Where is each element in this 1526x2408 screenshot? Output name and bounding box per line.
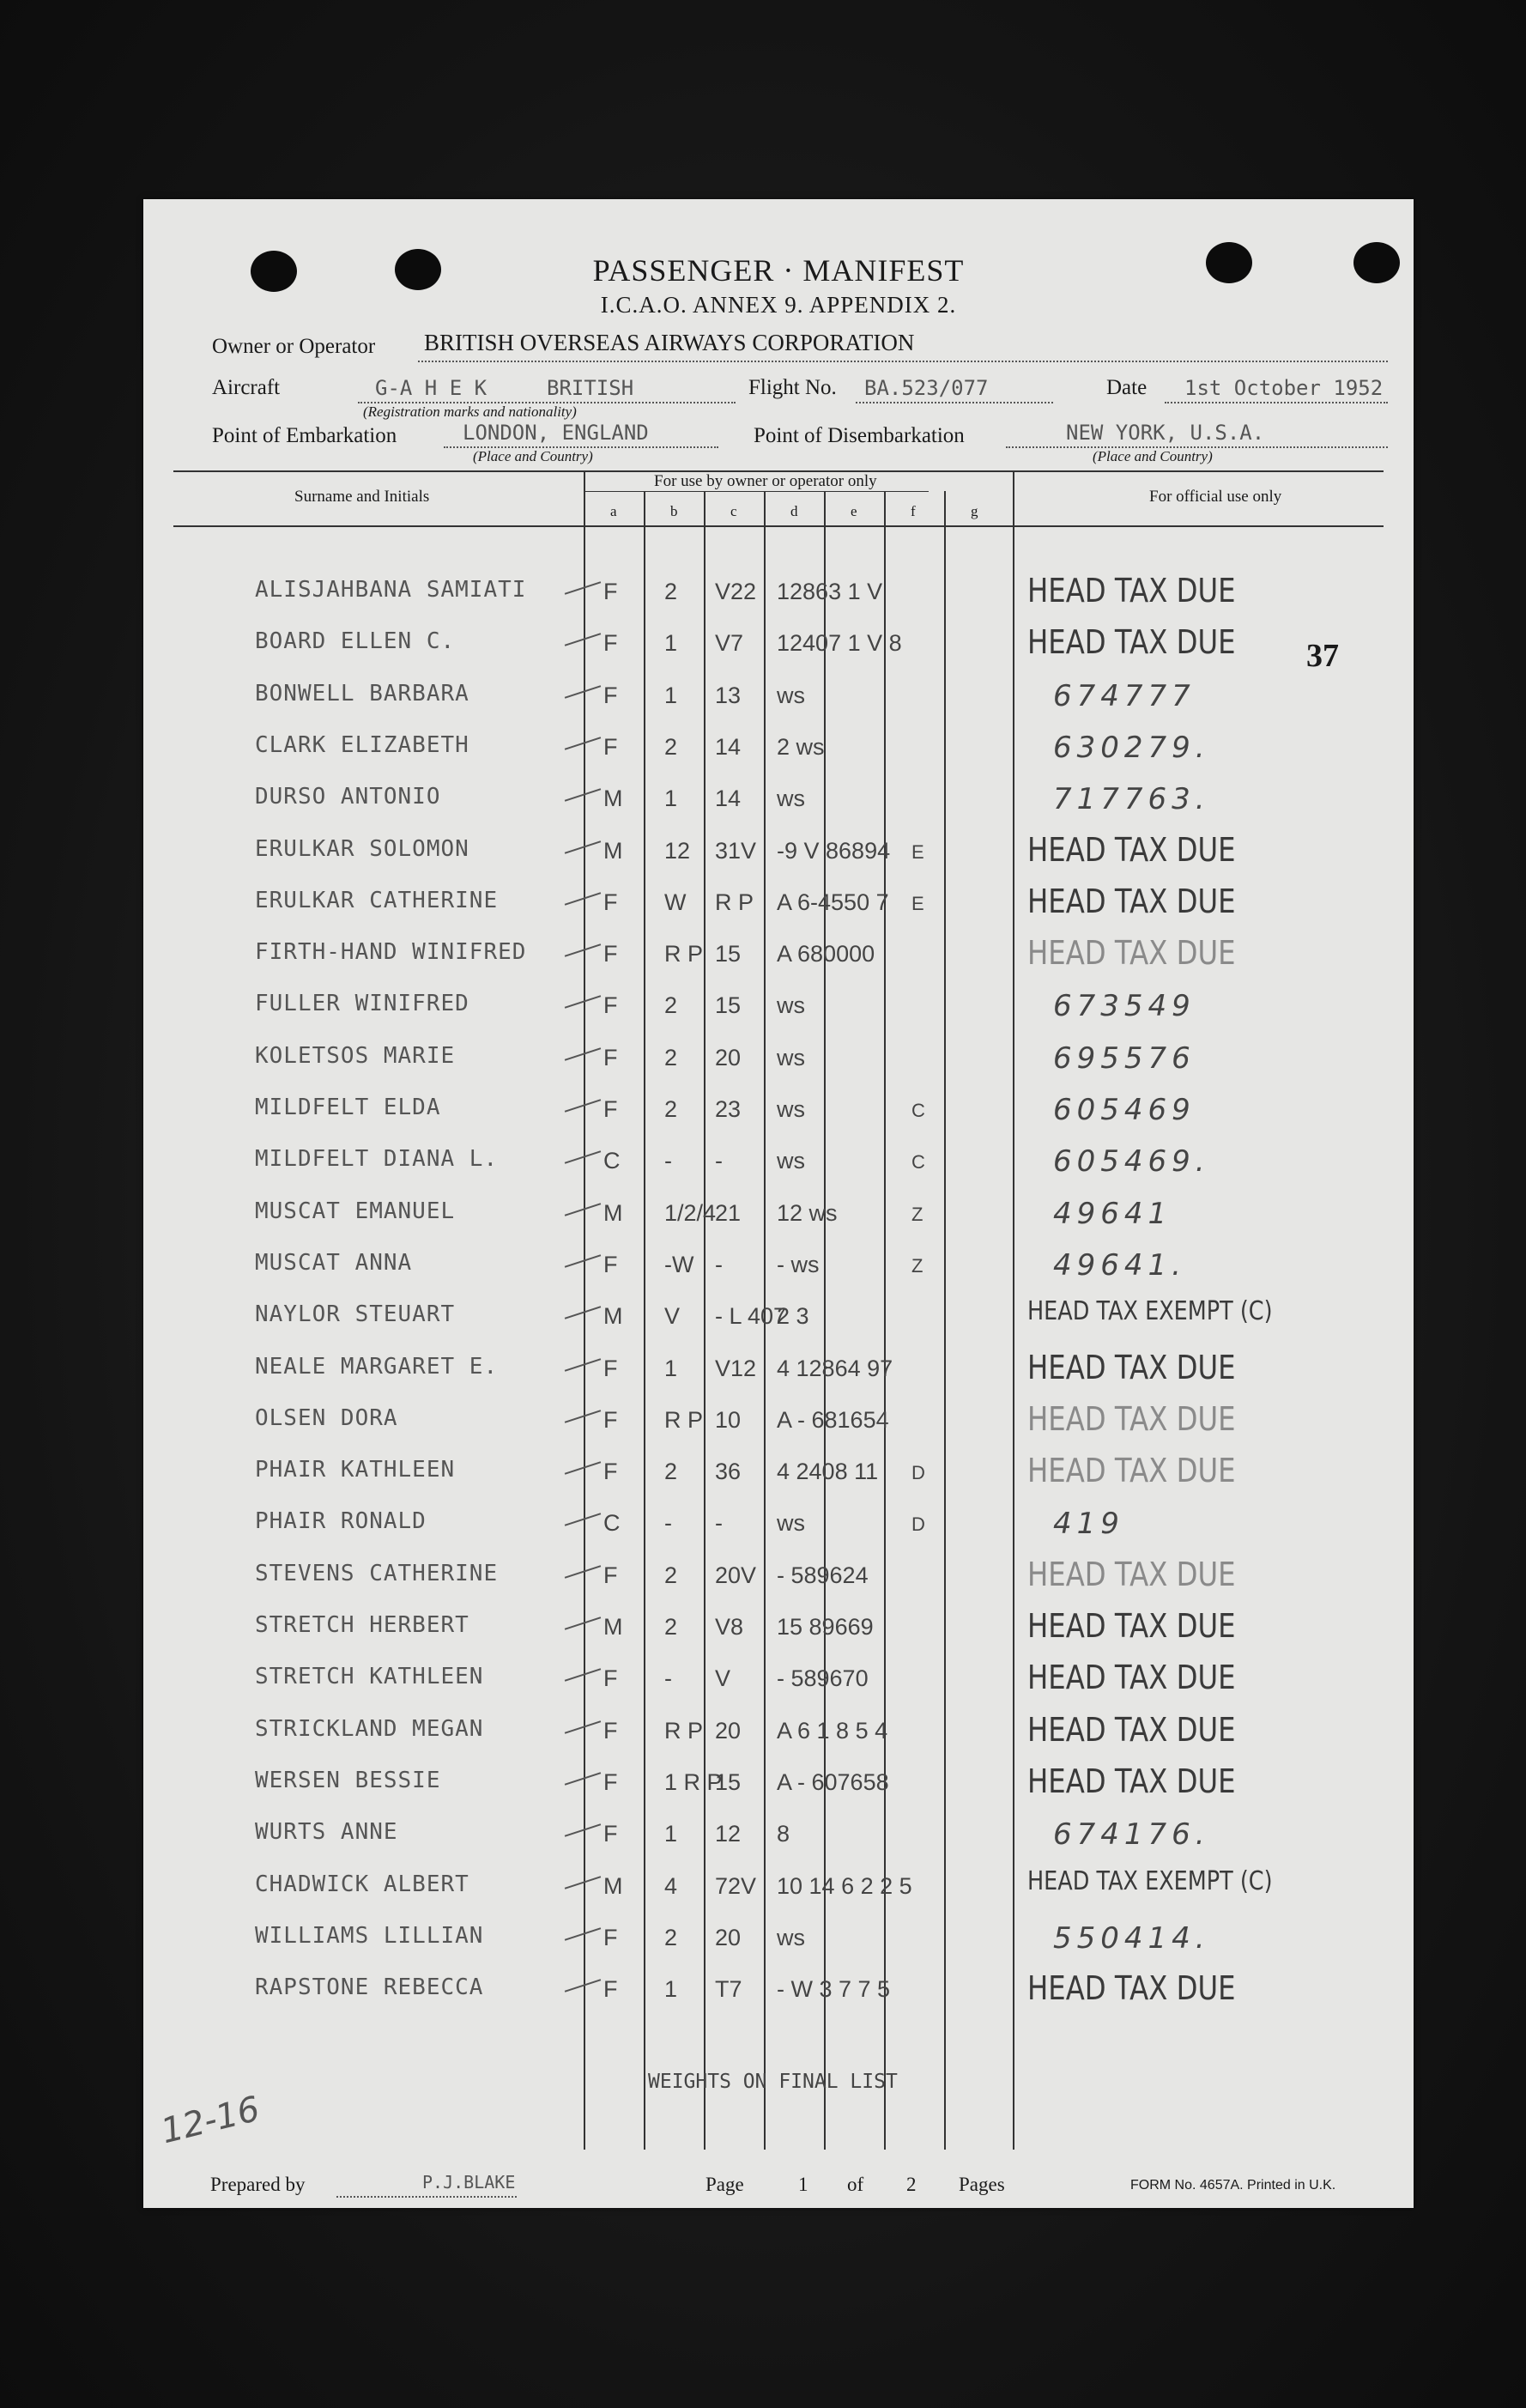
col-c-value: 20 xyxy=(715,1044,742,1071)
aircraft-value: G-A H E K xyxy=(375,376,487,400)
passenger-name: BONWELL BARBARA xyxy=(255,680,469,707)
col-b-value: 2 xyxy=(664,992,678,1019)
col-d-value: A - 681654 xyxy=(777,1406,889,1433)
passenger-name: NAYLOR STEUART xyxy=(255,1301,456,1328)
col-d-value: -9 V 86894 xyxy=(777,837,891,864)
official-use-entry: HEAD TAX DUE xyxy=(1027,1452,1236,1490)
col-a-sex: M xyxy=(603,1872,623,1899)
official-use-entry: HEAD TAX EXEMPT (C) xyxy=(1027,1865,1273,1896)
col-c-value: 15 xyxy=(715,1768,742,1795)
col-d-value: 4 12864 97 xyxy=(777,1355,893,1381)
aircraft-label: Aircraft xyxy=(212,376,281,399)
passenger-row xyxy=(143,830,1414,888)
col-b-value: 2 xyxy=(664,1459,678,1485)
col-a-sex: F xyxy=(603,1251,618,1277)
col-letter-g: g xyxy=(971,503,978,519)
col-b-value: 1 xyxy=(664,1976,678,2003)
date-underline xyxy=(1165,402,1388,403)
col-a-sex: F xyxy=(603,1821,618,1847)
col-b-value: 12 xyxy=(664,837,691,864)
aircraft-subtext: (Registration marks and nationality) xyxy=(363,403,577,420)
passenger-row xyxy=(143,1095,1414,1146)
col-b-value: 1 R P xyxy=(664,1768,723,1795)
official-use-entry: HEAD TAX DUE xyxy=(1027,623,1236,662)
passenger-row xyxy=(143,1399,1414,1457)
passenger-name: WERSEN BESSIE xyxy=(255,1767,441,1793)
passenger-row xyxy=(143,934,1414,991)
check-mark xyxy=(565,1565,601,1578)
col-d-value: ws xyxy=(777,1924,805,1950)
passenger-row xyxy=(143,1710,1414,1768)
col-c-value: V7 xyxy=(715,630,744,657)
official-use-entry: HEAD TAX DUE xyxy=(1027,1762,1236,1800)
owner-use-header: For use by owner or operator only xyxy=(654,472,877,490)
check-mark xyxy=(565,1669,601,1682)
col-d-value: 2 ws xyxy=(777,733,825,760)
check-mark xyxy=(565,634,601,646)
col-c-value: 14 xyxy=(715,785,742,812)
check-mark xyxy=(565,1203,601,1216)
col-b-value: R P xyxy=(664,941,704,967)
col-c-value: 13 xyxy=(715,682,742,708)
col-d-value: - W 3 7 7 5 xyxy=(777,1976,891,2003)
col-b-value: 1 xyxy=(664,682,678,708)
official-use-entry: HEAD TAX DUE xyxy=(1027,1969,1236,2008)
passenger-row xyxy=(143,1819,1414,1871)
of-value: 2 xyxy=(906,2174,917,2195)
passenger-name: DURSO ANTONIO xyxy=(255,784,441,810)
col-c-value: 36 xyxy=(715,1459,742,1485)
passenger-row xyxy=(143,784,1414,835)
col-b-value: W xyxy=(664,889,687,915)
check-mark xyxy=(565,943,601,956)
col-c-value: V22 xyxy=(715,579,757,604)
col-c-value: V xyxy=(715,1665,731,1692)
check-mark xyxy=(565,737,601,749)
passenger-row xyxy=(143,1296,1414,1353)
col-b-value: V xyxy=(664,1303,681,1330)
check-mark xyxy=(565,1823,601,1836)
col-a-sex: F xyxy=(603,1768,618,1795)
col-d-value: A - 607658 xyxy=(777,1768,889,1795)
of-label: of xyxy=(847,2174,864,2195)
col-b-value: 1 xyxy=(664,630,678,657)
passenger-name: MILDFELT ELDA xyxy=(255,1095,441,1120)
official-use-entry: 49641 xyxy=(1053,1196,1172,1231)
col-f-value: Z xyxy=(911,1203,923,1225)
passenger-row xyxy=(143,1247,1414,1301)
official-use-entry: 630279. xyxy=(1053,730,1210,765)
col-f-value: C xyxy=(911,1151,925,1174)
col-d-value: 2 3 xyxy=(777,1303,809,1330)
owner-underline xyxy=(418,361,1388,362)
col-b-value: 2 xyxy=(664,1096,678,1122)
col-c-value: T7 xyxy=(715,1976,742,2003)
check-mark xyxy=(565,1979,601,1992)
official-use-entry: 419 xyxy=(1053,1507,1124,1542)
passenger-row xyxy=(143,572,1414,628)
embarkation-label: Point of Embarkation xyxy=(212,424,397,447)
col-d-value: A 6 1 8 5 4 xyxy=(777,1717,888,1744)
manifest-page xyxy=(143,199,1414,2208)
col-b-value: -W xyxy=(664,1251,694,1277)
check-mark xyxy=(565,1461,601,1474)
col-d-value: ws xyxy=(777,785,805,812)
col-c-value: 31V xyxy=(715,837,757,864)
check-mark xyxy=(565,1358,601,1371)
document-subtitle: I.C.A.O. ANNEX 9. APPENDIX 2. xyxy=(600,292,957,318)
check-mark xyxy=(565,1254,601,1267)
col-c-value: 20 xyxy=(715,1717,742,1744)
passenger-name: PHAIR RONALD xyxy=(255,1508,427,1535)
check-mark xyxy=(565,1306,601,1319)
passenger-name: STRETCH KATHLEEN xyxy=(255,1664,484,1690)
passenger-row xyxy=(143,678,1414,732)
passenger-name: CHADWICK ALBERT xyxy=(255,1871,469,1897)
col-a-sex: M xyxy=(603,1199,623,1226)
col-c-value: 20V xyxy=(715,1562,757,1588)
col-a-sex: F xyxy=(603,1044,618,1071)
col-f-value: E xyxy=(911,892,924,914)
col-c-value: 20 xyxy=(715,1924,742,1950)
passenger-name: ERULKAR CATHERINE xyxy=(255,887,499,913)
official-use-entry: 674176. xyxy=(1053,1817,1210,1853)
check-mark xyxy=(565,1513,601,1526)
col-a-sex: M xyxy=(603,1614,623,1640)
official-use-entry: 673549 xyxy=(1053,989,1196,1024)
table-header-rule xyxy=(173,525,1384,527)
col-a-sex: F xyxy=(603,1406,618,1433)
official-use-entry: HEAD TAX EXEMPT (C) xyxy=(1027,1296,1273,1327)
col-d-value: A 6-4550 7 xyxy=(777,889,889,915)
col-letter-b: b xyxy=(670,503,678,519)
col-c-value: 15 xyxy=(715,992,742,1019)
page-label: Page xyxy=(705,2174,744,2195)
col-a-sex: F xyxy=(603,1924,618,1950)
col-b-value: - xyxy=(664,1148,672,1174)
check-mark xyxy=(565,1720,601,1733)
passenger-name: FULLER WINIFRED xyxy=(255,991,469,1017)
passenger-name: NEALE MARGARET E. xyxy=(255,1353,499,1380)
check-mark xyxy=(565,1099,601,1112)
passenger-row xyxy=(143,1659,1414,1715)
official-use-entry: HEAD TAX DUE xyxy=(1027,1555,1236,1593)
passenger-row xyxy=(143,1607,1414,1664)
col-a-sex: F xyxy=(603,889,618,915)
check-mark xyxy=(565,840,601,853)
disembarkation-subtext: (Place and Country) xyxy=(1093,448,1213,464)
passenger-name: WILLIAMS LILLIAN xyxy=(255,1922,484,1949)
col-d-value: ws xyxy=(777,1044,805,1071)
check-mark xyxy=(565,685,601,698)
col-a-sex: F xyxy=(603,1665,618,1692)
flight-value: BA.523/077 xyxy=(864,376,989,400)
col-a-sex: C xyxy=(603,1510,621,1537)
passenger-row xyxy=(143,623,1414,680)
passenger-row xyxy=(143,1146,1414,1198)
col-a-sex: F xyxy=(603,941,618,967)
passenger-name: MUSCAT EMANUEL xyxy=(255,1198,456,1224)
check-mark xyxy=(565,1772,601,1785)
check-mark xyxy=(565,581,601,594)
col-d-value: 15 89669 xyxy=(777,1614,874,1640)
passenger-row xyxy=(143,1920,1414,1974)
passenger-name: STRETCH HERBERT xyxy=(255,1612,469,1638)
col-d-value: 12 ws xyxy=(777,1199,838,1226)
official-use-entry: 695576 xyxy=(1053,1040,1196,1076)
col-c-value: 15 xyxy=(715,941,742,967)
col-a-sex: F xyxy=(603,1459,618,1485)
check-mark xyxy=(565,1047,601,1060)
col-c-value: - xyxy=(715,1251,723,1277)
col-b-value: 2 xyxy=(664,1924,678,1950)
col-letter-e: e xyxy=(851,503,857,519)
col-b-value: 2 xyxy=(664,1562,678,1588)
col-b-value: 1 xyxy=(664,1355,678,1381)
passenger-row xyxy=(143,1969,1414,2026)
official-use-entry: HEAD TAX DUE xyxy=(1027,1659,1236,1697)
check-mark xyxy=(565,1876,601,1889)
col-a-sex: F xyxy=(603,682,618,708)
date-value: 1st October 1952 xyxy=(1184,376,1384,400)
col-c-value: R P xyxy=(715,889,754,915)
col-d-value: 10 14 6 2 2 5 xyxy=(777,1872,912,1899)
passenger-row xyxy=(143,1865,1414,1923)
col-c-value: - xyxy=(715,1148,723,1174)
disembarkation-value: NEW YORK, U.S.A. xyxy=(1066,421,1265,445)
col-c-value: 12 xyxy=(715,1821,742,1847)
col-c-value: - L 407 xyxy=(715,1303,787,1330)
official-use-entry: HEAD TAX DUE xyxy=(1027,830,1236,869)
official-use-entry: HEAD TAX DUE xyxy=(1027,1710,1236,1749)
check-mark xyxy=(565,1616,601,1629)
col-d-value: - 589624 xyxy=(777,1562,869,1588)
col-a-sex: M xyxy=(603,1303,623,1330)
col-b-value: - xyxy=(664,1665,672,1692)
col-d-value: ws xyxy=(777,1510,805,1537)
passenger-row xyxy=(143,1348,1414,1405)
col-d-value: 12863 1 V xyxy=(777,579,883,604)
passenger-name: MILDFELT DIANA L. xyxy=(255,1146,499,1173)
prepared-by-value: P.J.BLAKE xyxy=(422,2172,516,2193)
official-use-entry: 717763. xyxy=(1053,782,1210,817)
col-d-value: ws xyxy=(777,1148,805,1174)
owner-label: Owner or Operator xyxy=(212,335,376,358)
col-c-value: 10 xyxy=(715,1406,742,1433)
col-b-value: 2 xyxy=(664,733,678,760)
col-b-value: R P xyxy=(664,1717,704,1744)
col-letter-a: a xyxy=(610,503,617,519)
check-mark xyxy=(565,1927,601,1940)
surname-header: Surname and Initials xyxy=(294,488,430,506)
page-value: 1 xyxy=(798,2174,808,2195)
official-use-entry: 605469 xyxy=(1053,1093,1196,1127)
col-a-sex: F xyxy=(603,992,618,1019)
official-use-entry: HEAD TAX DUE xyxy=(1027,934,1236,973)
page-number-stamp: 37 xyxy=(1306,638,1339,674)
col-c-value: V8 xyxy=(715,1614,744,1640)
col-a-sex: M xyxy=(603,785,623,812)
col-c-value: 21 xyxy=(715,1199,742,1226)
col-f-value: E xyxy=(911,840,924,863)
passenger-name: OLSEN DORA xyxy=(255,1404,398,1431)
col-d-value: 12407 1 V 8 xyxy=(777,630,902,657)
margin-note: 12-16 xyxy=(157,2089,264,2152)
col-c-value: - xyxy=(715,1510,723,1537)
passenger-name: STEVENS CATHERINE xyxy=(255,1560,499,1586)
passenger-row xyxy=(143,732,1414,784)
col-a-sex: C xyxy=(603,1148,621,1174)
passenger-row xyxy=(143,1040,1414,1095)
col-c-value: 14 xyxy=(715,733,742,760)
passenger-name: ERULKAR SOLOMON xyxy=(255,835,469,862)
passenger-name: ALISJAHBANA SAMIATI xyxy=(255,577,527,603)
passenger-name: WURTS ANNE xyxy=(255,1819,398,1846)
official-use-header: For official use only xyxy=(1149,488,1282,506)
check-mark xyxy=(565,1151,601,1164)
passenger-name: KOLETSOS MARIE xyxy=(255,1042,456,1069)
col-f-value: D xyxy=(911,1513,925,1536)
col-d-value: ws xyxy=(777,992,805,1019)
col-c-value: 72V xyxy=(715,1872,757,1899)
official-use-entry: HEAD TAX DUE xyxy=(1027,572,1236,610)
col-letter-c: c xyxy=(730,503,737,519)
passenger-name: RAPSTONE REBECCA xyxy=(255,1974,484,2001)
col-b-value: 2 xyxy=(664,579,678,604)
passenger-row xyxy=(143,1555,1414,1612)
col-b-value: 1/2/4 xyxy=(664,1199,717,1226)
official-use-entry: HEAD TAX DUE xyxy=(1027,1348,1236,1386)
official-use-entry: 550414. xyxy=(1053,1920,1210,1956)
check-mark xyxy=(565,1410,601,1422)
col-a-sex: F xyxy=(603,1096,618,1122)
col-a-sex: F xyxy=(603,1355,618,1381)
col-d-value: 8 xyxy=(777,1821,790,1847)
passenger-row xyxy=(143,1508,1414,1560)
col-b-value: 2 xyxy=(664,1614,678,1640)
owner-use-rule xyxy=(585,491,929,492)
col-letter-f: f xyxy=(911,503,916,519)
col-b-value: 1 xyxy=(664,785,678,812)
col-b-value: 4 xyxy=(664,1872,678,1899)
col-a-sex: F xyxy=(603,1976,618,2003)
col-d-value: A 680000 xyxy=(777,941,875,967)
check-mark xyxy=(565,892,601,905)
col-d-value: 4 2408 11 xyxy=(777,1459,879,1485)
weights-note: WEIGHTS ON FINAL LIST xyxy=(648,2071,898,2093)
col-f-value: D xyxy=(911,1462,925,1484)
passenger-row xyxy=(143,1762,1414,1819)
check-mark xyxy=(565,996,601,1009)
col-letter-d: d xyxy=(790,503,798,519)
official-use-entry: 49641. xyxy=(1053,1247,1186,1283)
document-title: PASSENGER · MANIFEST xyxy=(592,253,965,288)
col-d-value: ws xyxy=(777,1096,805,1122)
passenger-name: PHAIR KATHLEEN xyxy=(255,1457,456,1483)
flight-underline xyxy=(856,402,1053,403)
col-a-sex: F xyxy=(603,1717,618,1744)
embarkation-subtext: (Place and Country) xyxy=(473,448,593,464)
col-d-value: - 589670 xyxy=(777,1665,869,1692)
col-b-value: R P xyxy=(664,1406,704,1433)
owner-value: BRITISH OVERSEAS AIRWAYS CORPORATION xyxy=(424,330,915,355)
prepared-by-label: Prepared by xyxy=(210,2174,306,2195)
form-number: FORM No. 4657A. Printed in U.K. xyxy=(1130,2178,1336,2193)
official-use-entry: HEAD TAX DUE xyxy=(1027,1399,1236,1438)
passenger-row xyxy=(143,991,1414,1042)
col-b-value: 2 xyxy=(664,1044,678,1071)
passenger-name: STRICKLAND MEGAN xyxy=(255,1715,484,1742)
official-use-entry: 674777 xyxy=(1053,678,1196,713)
col-d-value: ws xyxy=(777,682,805,708)
official-use-entry: 605469. xyxy=(1053,1144,1210,1180)
col-b-value: 1 xyxy=(664,1821,678,1847)
col-f-value: Z xyxy=(911,1254,923,1277)
col-d-value: - ws xyxy=(777,1251,820,1277)
disembarkation-label: Point of Disembarkation xyxy=(754,424,965,447)
passenger-name: CLARK ELIZABETH xyxy=(255,731,469,758)
official-use-entry: HEAD TAX DUE xyxy=(1027,882,1236,920)
col-f-value: C xyxy=(911,1100,925,1121)
passenger-row xyxy=(143,882,1414,939)
col-a-sex: F xyxy=(603,630,618,657)
col-a-sex: M xyxy=(603,837,623,864)
passenger-row xyxy=(143,1198,1414,1250)
col-c-value: V12 xyxy=(715,1355,757,1381)
passenger-name: BOARD ELLEN C. xyxy=(255,628,456,655)
pages-label: Pages xyxy=(959,2174,1005,2195)
col-a-sex: F xyxy=(603,733,618,760)
passenger-row xyxy=(143,1452,1414,1508)
col-a-sex: F xyxy=(603,579,618,604)
col-a-sex: F xyxy=(603,1562,618,1588)
official-use-entry: HEAD TAX DUE xyxy=(1027,1607,1236,1645)
check-mark xyxy=(565,788,601,801)
passenger-name: MUSCAT ANNA xyxy=(255,1249,413,1276)
aircraft-nationality: BRITISH xyxy=(547,376,634,400)
col-c-value: 23 xyxy=(715,1096,742,1122)
flight-label: Flight No. xyxy=(748,376,837,399)
col-b-value: - xyxy=(664,1510,672,1537)
prepared-by-underline xyxy=(336,2196,517,2198)
date-label: Date xyxy=(1106,376,1148,399)
passenger-name: FIRTH-HAND WINIFRED xyxy=(255,939,527,966)
embarkation-value: LONDON, ENGLAND xyxy=(463,421,649,445)
